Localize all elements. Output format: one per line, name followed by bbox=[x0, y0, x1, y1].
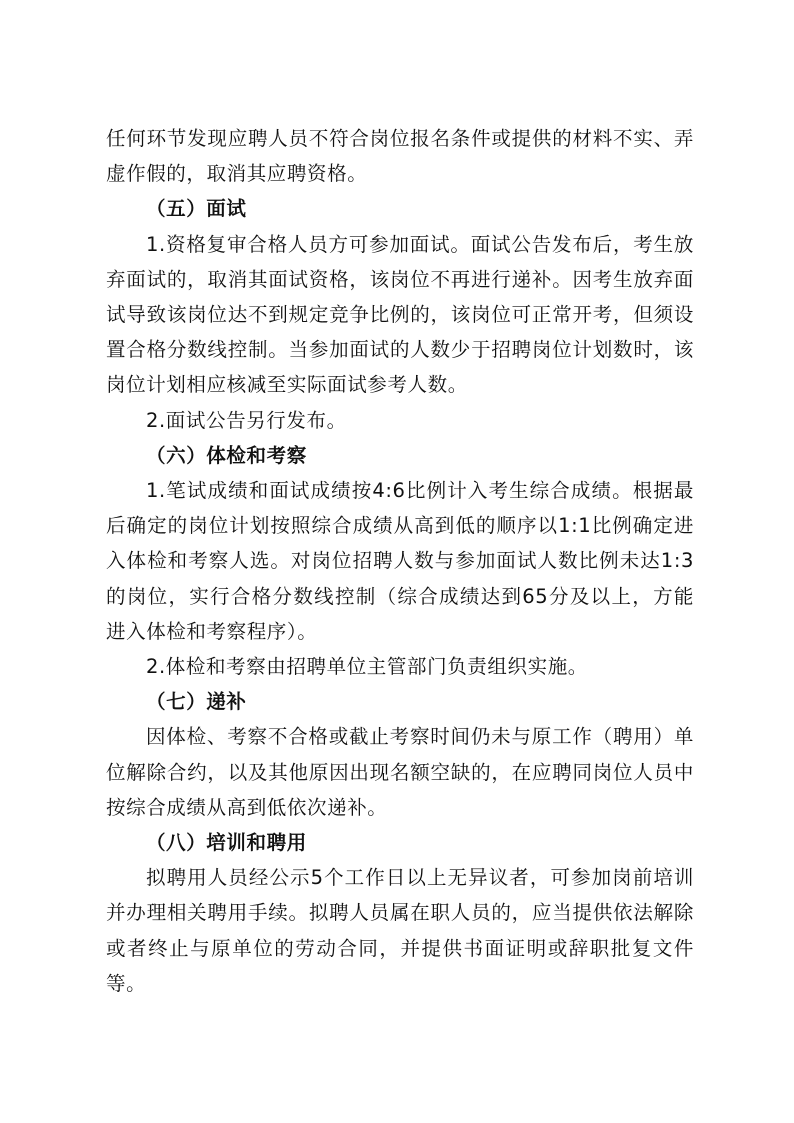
section-heading-interview: （五）面试 bbox=[146, 197, 247, 221]
document-body bbox=[106, 121, 694, 1001]
section-heading-medical-check: （六）体检和考察 bbox=[146, 443, 307, 467]
paragraph-interview-1: 1.资格复审合格人员方可参加面试。面试公告发布后，考生放弃面试的，取消其面试资格，该岗位不再进行递补。因考生放弃面试导致该岗位达不到规定竞争比例的，该岗位可正常开考，但须设置合格分数线控制。当参加面试的人数少于招聘岗位计划数时，该岗位计划相应核减至实际面试参考人数。 bbox=[106, 232, 694, 397]
paragraph-medical-check-2: 2.体检和考察由招聘单位主管部门负责组织实施。 bbox=[146, 655, 588, 679]
section-heading-replacement: （七）递补 bbox=[146, 690, 247, 714]
paragraph-interview-2: 2.面试公告另行发布。 bbox=[146, 408, 347, 432]
paragraph-replacement: 因体检、考察不合格或截止考察时间仍未与原工作（聘用）单位解除合约，以及其他原因出现名额空缺的，在应聘同岗位人员中按综合成绩从高到低依次递补。 bbox=[106, 725, 694, 819]
paragraph-medical-check-1: 1.笔试成绩和面试成绩按4:6比例计入考生综合成绩。根据最后确定的岗位计划按照综合成绩从高到低的顺序以1:1比例确定进入体检和考察人选。对岗位招聘人数与参加面试人数比例未达1:3的岗位，实行合格分数线控制（综合成绩达到65分及以上，方能进入体检和考察程序）。 bbox=[106, 479, 694, 643]
paragraph-qualification-check: 任何环节发现应聘人员不符合岗位报名条件或提供的材料不实、弄虚作假的，取消其应聘资格。 bbox=[106, 127, 694, 186]
paragraph-training-hiring: 拟聘用人员经公示5个工作日以上无异议者，可参加岗前培训并办理相关聘用手续。拟聘人员属在职人员的，应当提供依法解除或者终止与原单位的劳动合同，并提供书面证明或辞职批复文件等。 bbox=[106, 866, 694, 995]
section-heading-training-hiring: （八）培训和聘用 bbox=[146, 831, 307, 855]
